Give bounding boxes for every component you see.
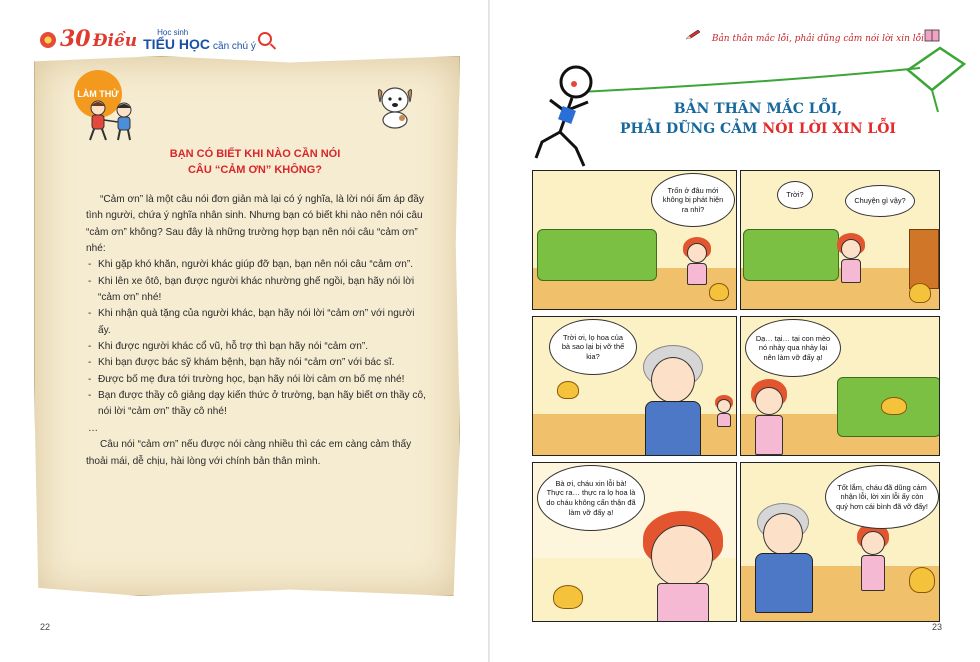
logo-main-text: TIỂU HỌC [143, 36, 211, 52]
running-head: Bản thân mắc lỗi, phải dũng cảm nói lời xin lỗi [711, 34, 924, 44]
girl-body [861, 555, 885, 591]
article-body [86, 192, 426, 470]
grandma-body [645, 401, 701, 456]
grandma-head [651, 357, 695, 403]
speech-bubble: Trời? [777, 181, 813, 209]
question-title-line2: CÂU “CẢM ƠN” KHÔNG? [187, 163, 323, 176]
speech-bubble: Dạ… tại… tại con mèo nó nhảy qua nhảy lại nên làm vỡ đấy ạ! [745, 319, 841, 377]
list-item: - Khi bạn được bác sỹ khám bệnh, bạn hãy nói “cảm ơn” với bác sĩ. [86, 355, 426, 371]
logo-text-stack [143, 29, 256, 52]
speech-bubble: Bà ơi, cháu xin lỗi bà! Thực ra… thực ra lọ hoa là do cháu không cẩn thận đã làm vỡ đấy ạ! [537, 465, 645, 531]
girl-head [841, 239, 861, 259]
list-item: - Bạn được thầy cô giảng dạy kiến thức ở trường, bạn hãy biết ơn thầy cô, nói lời “cảm ơn” thầy cô nhé! [86, 388, 426, 421]
puppy-illustration [372, 80, 418, 130]
reasons-list [86, 257, 426, 420]
grandma-body [755, 553, 813, 613]
list-item: - Khi nhận quà tặng của người khác, bạn hãy nói lời “cảm ơn” với người ấy. [86, 306, 426, 339]
speech-bubble: Trốn ở đâu mới không bị phát hiện ra nhỉ? [651, 173, 735, 227]
story-title-highlight: NÓI LỜI XIN LỖI [762, 121, 896, 138]
cat [909, 283, 931, 303]
comic-panel-1 [532, 170, 737, 310]
cat [909, 567, 935, 593]
speech-bubble: Chuyện gì vậy? [845, 185, 915, 217]
series-logo [40, 20, 272, 52]
pencil-icon [686, 30, 700, 40]
question-title [120, 147, 390, 179]
speech-bubble: Tốt lắm, cháu đã dũng cảm nhận lỗi, lời xin lỗi ấy còn quý hơn cái bình đã vỡ đấy! [825, 465, 939, 529]
girl-head [651, 525, 713, 587]
logo-row [143, 37, 256, 52]
girl-head [687, 243, 707, 263]
cat [553, 585, 583, 609]
girl-head [717, 399, 731, 413]
story-title-prefix: PHẢI DŨNG CẢM [620, 121, 763, 138]
cat [557, 381, 579, 399]
list-item: - Được bố mẹ đưa tới trường học, bạn hãy nói lời cảm ơn bố mẹ nhé! [86, 372, 426, 388]
girl-body [687, 263, 707, 285]
shelf [909, 229, 939, 289]
sofa [743, 229, 839, 281]
story-title [608, 99, 908, 140]
girl-body [717, 413, 731, 427]
comic-panel-6 [740, 462, 940, 622]
list-item: - Khi được người khác cổ vũ, hỗ trợ thì bạn hãy nói “cảm ơn”. [86, 339, 426, 355]
list-item: - Khi lên xe ôtô, bạn được người khác nhường ghế ngồi, bạn hãy nói lời “cảm ơn” nhé! [86, 274, 426, 307]
story-title-line1: BẢN THÂN MẮC LỖI, [673, 101, 843, 117]
story-title-line2 [608, 119, 908, 139]
logo-word: Điều [92, 31, 138, 51]
intro-paragraph: “Cảm ơn” là một câu nói đơn giản mà lại có ý nghĩa, là lời nói ấm áp đầy tình người, chứa ý nghĩa nhân sinh. Nhưng bạn có biết khi nào nên nói câu “cảm ơn” không? Sau đây là những trường hợp bạn nên nói câu “cảm ơn” nhé: [86, 194, 424, 255]
girl-body [657, 583, 709, 622]
girl-body [841, 259, 861, 283]
stick-figure-illustration [530, 62, 620, 172]
girl-body [755, 415, 783, 455]
comic-panel-2 [740, 170, 940, 310]
cat [709, 283, 729, 301]
children-illustration [82, 96, 142, 142]
sofa [537, 229, 657, 281]
girl-head [861, 531, 885, 555]
badge-label: LÀM THỬ [77, 89, 119, 99]
cat [881, 397, 907, 415]
page-number-left: 22 [40, 622, 51, 632]
conclusion-paragraph: Câu nói “cảm ơn” nếu được nói càng nhiều thì các em càng cảm thấy thoải mái, dễ chịu, hài lòng với chính bản thân mình. [86, 439, 412, 467]
flower-icon [40, 32, 56, 48]
logo-small-text: Học sinh [157, 28, 189, 37]
grandma-head [763, 513, 803, 555]
panel-floor [533, 414, 736, 455]
comic-panel-3 [532, 316, 737, 456]
logo-number: 30 [60, 26, 91, 52]
question-title-line1: BẠN CÓ BIẾT KHI NÀO CẦN NÓI [169, 148, 341, 160]
girl-head [755, 387, 783, 415]
page-number-right: 23 [931, 622, 942, 632]
comic-panel-5 [532, 462, 737, 622]
magnifier-icon [258, 32, 272, 46]
ellipsis: … [88, 422, 99, 434]
book-icon [924, 28, 940, 42]
comic-panel-4 [740, 316, 940, 456]
speech-bubble: Trời ơi, lọ hoa của bà sao lại bị vỡ thế kia? [549, 319, 637, 375]
list-item: - Khi gặp khó khăn, người khác giúp đỡ bạn, bạn nên nói câu “cảm ơn”. [86, 257, 426, 273]
logo-suffix-text: cần chú ý [213, 41, 256, 52]
